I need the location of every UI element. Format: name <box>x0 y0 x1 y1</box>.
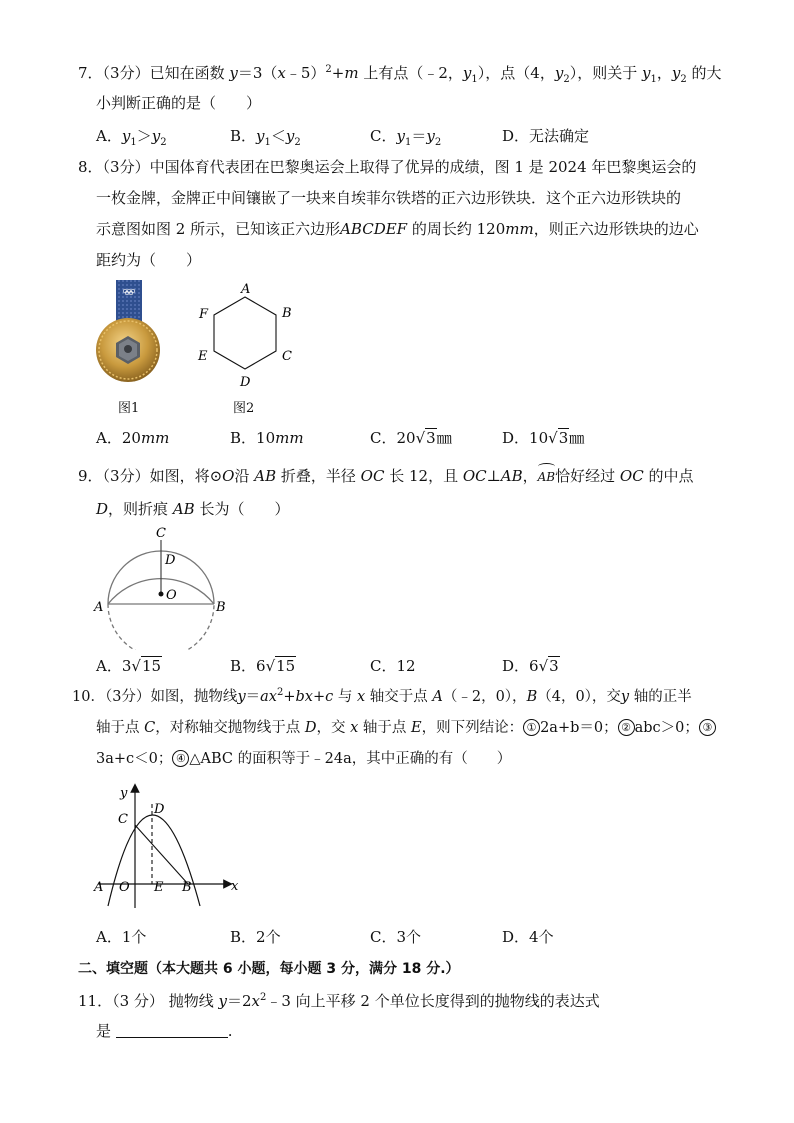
q9-label-c: C <box>156 526 166 541</box>
q9-figure-folded-circle <box>90 522 240 650</box>
q11-stem-line2: 是 . <box>96 1022 233 1040</box>
q9-stem-line2: D，则折痕 AB 长为（ ） <box>96 500 290 518</box>
q9-stem-line1: 9．（3分）如图，将⊙O沿 AB 折叠，半径 OC 长 12，且 OC⊥AB， AB恰好经过 OC 的中点 <box>78 465 693 488</box>
hex-label-f: F <box>199 307 209 322</box>
hex-label-c: C <box>282 349 292 364</box>
q10-label-e: E <box>154 880 164 895</box>
q8-stem-line3: 示意图如图 2 所示，已知该正六边形ABCDEF 的周长约 120mm，则正六边形铁块的边心 <box>96 220 699 238</box>
q10-option-a[interactable]: A．1个 <box>96 928 147 946</box>
q7-stem-line1: 7．（3分）已知在函数 y＝3（x﹣5）$^2$+m 上有点（﹣2，$y_1$），点（4，$y_2$），则关于 $y_1$，$y_2$ 的大 <box>78 64 722 85</box>
q10-label-c: C <box>118 812 128 827</box>
q8-stem-line2: 一枚金牌，金牌正中间镶嵌了一块来自埃菲尔铁塔的正六边形铁块．这个正六边形铁块的 <box>96 189 682 207</box>
q8-figure1-caption: 图1 <box>118 401 140 416</box>
q8-option-c[interactable]: C．20√3㎜ <box>370 429 452 447</box>
q10-label-y: y <box>120 786 128 801</box>
hex-label-a: A <box>241 282 251 297</box>
q7-option-b[interactable]: B．$y_1<y_2$ <box>230 127 301 148</box>
q10-label-a: A <box>94 880 104 895</box>
q8-figure1-medal <box>90 280 170 410</box>
q7-number: 7． <box>78 64 103 82</box>
q10-stem-line2: 轴于点 C，对称轴交抛物线于点 D，交 x 轴于点 E，则下列结论： ① 2a+b＝0； ② abc＞0； ③ <box>96 717 716 739</box>
q8-figure2-caption: 图2 <box>233 401 255 416</box>
q10-option-b[interactable]: B．2个 <box>230 928 281 946</box>
q10-figure-parabola <box>90 780 240 912</box>
q7-option-a[interactable]: A．$y_1>y_2$ <box>96 127 167 148</box>
q8-stem-line4: 距约为（ ） <box>96 251 202 269</box>
hex-label-b: B <box>282 306 292 321</box>
q10-stem-line1: 10．（3分）如图，抛物线$y=ax^2+bx+c$ 与 x 轴交于点 A（﹣2，0），B（4，0），交y 轴的正半 <box>72 687 692 705</box>
q10-option-d[interactable]: D．4个 <box>502 928 554 946</box>
q9-option-c[interactable]: C．12 <box>370 657 416 675</box>
q11-stem-line1: 11．（3 分） 抛物线 $y=2x^2﹣3$ 向上平移 2 个单位长度得到的抛物线的表达式 <box>78 992 600 1010</box>
q9-label-d: D <box>165 553 176 568</box>
q9-option-d[interactable]: D．6√3 <box>502 657 559 675</box>
q10-stem-line3: 3a+c＜0； ④ △ABC 的面积等于﹣24a，其中正确的有（ ） <box>96 751 512 767</box>
q10-label-b: B <box>182 880 192 895</box>
q9-label-o: O <box>166 588 177 603</box>
q10-label-o: O <box>119 880 130 895</box>
q8-option-a[interactable]: A．20mm <box>96 429 170 447</box>
q9-option-b[interactable]: B．6√15 <box>230 657 296 675</box>
q8-option-b[interactable]: B．10mm <box>230 429 304 447</box>
q9-option-a[interactable]: A．3√15 <box>96 657 162 675</box>
q8-figure2-hexagon <box>190 280 300 395</box>
q9-label-a: A <box>94 600 104 615</box>
hex-label-d: D <box>240 375 251 390</box>
hex-label-e: E <box>198 349 208 364</box>
q11-answer-blank[interactable] <box>116 1021 228 1038</box>
section-2-heading: 二、填空题（本大题共 6 小题，每小题 3 分，满分 18 分.） <box>78 961 460 977</box>
q7-option-d[interactable]: D．无法确定 <box>502 127 590 145</box>
q9-label-b: B <box>216 600 226 615</box>
q8-option-d[interactable]: D．10√3㎜ <box>502 429 585 447</box>
q10-option-c[interactable]: C．3个 <box>370 928 422 946</box>
q7-score: （3分） <box>102 64 150 82</box>
q10-label-x: x <box>231 879 239 894</box>
q7-option-c[interactable]: C．$y_1=y_2$ <box>370 127 442 148</box>
q8-stem-line1: 8．（3分）中国体育代表团在巴黎奥运会上取得了优异的成绩，图 1 是 2024 年巴黎奥运会的 <box>78 158 697 176</box>
q7-stem-line2: 小判断正确的是（ ） <box>96 94 262 112</box>
q10-label-d: D <box>154 802 165 817</box>
